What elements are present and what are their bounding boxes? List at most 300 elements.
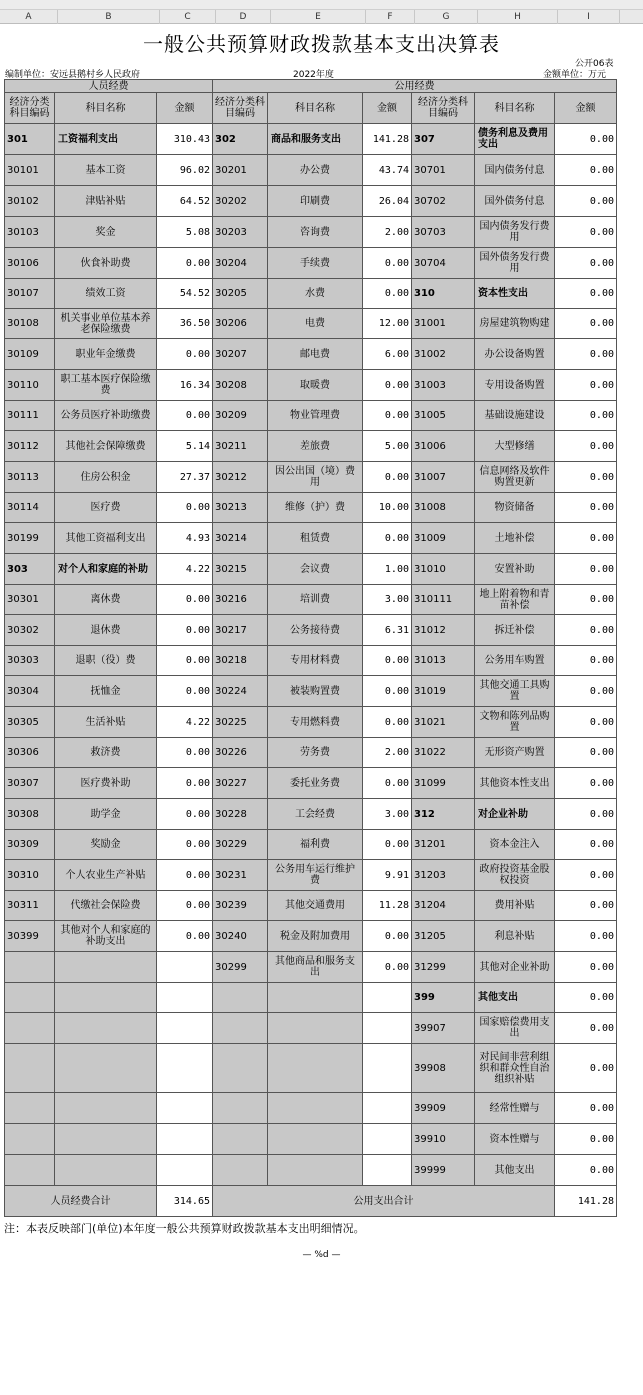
amount-cell: 0.00 (157, 768, 213, 799)
code-cell: 39908 (412, 1044, 475, 1093)
table-row (5, 155, 617, 186)
code-cell: 30228 (213, 799, 268, 830)
name-cell: 生活补贴 (55, 707, 157, 738)
code-cell: 30107 (5, 279, 55, 309)
table-row (5, 523, 617, 554)
name-cell: 其他资本性支出 (475, 768, 555, 799)
code-cell: 30231 (213, 860, 268, 891)
name-cell (55, 1155, 157, 1186)
amount-cell: 0.00 (555, 370, 617, 401)
amount-cell (363, 1155, 412, 1186)
code-cell: 31006 (412, 431, 475, 462)
code-cell: 31099 (412, 768, 475, 799)
code-cell: 30303 (5, 646, 55, 676)
table-row (5, 309, 617, 339)
code-cell: 30102 (5, 186, 55, 217)
name-cell: 医疗费补助 (55, 768, 157, 799)
amount-cell: 0.00 (555, 401, 617, 431)
code-cell: 30218 (213, 646, 268, 676)
table-row (5, 124, 617, 155)
table-row (5, 646, 617, 676)
amount-cell: 4.22 (157, 707, 213, 738)
amount-cell: 5.14 (157, 431, 213, 462)
code-cell (5, 1155, 55, 1186)
table-row (5, 983, 617, 1013)
amount-cell: 0.00 (363, 830, 412, 860)
amount-cell: 26.04 (363, 186, 412, 217)
amount-cell: 0.00 (157, 676, 213, 707)
name-cell: 无形资产购置 (475, 738, 555, 768)
amount-cell: 5.00 (363, 431, 412, 462)
name-cell: 其他对个人和家庭的补助支出 (55, 921, 157, 952)
amount-cell: 11.28 (363, 891, 412, 921)
name-cell: 物资储备 (475, 493, 555, 523)
name-cell: 安置补助 (475, 554, 555, 585)
amount-header: 金额 (363, 93, 412, 124)
amount-cell: 54.52 (157, 279, 213, 309)
code-cell: 30212 (213, 462, 268, 493)
amount-cell: 0.00 (157, 248, 213, 279)
name-cell: 医疗费 (55, 493, 157, 523)
table-row (5, 952, 617, 983)
code-cell: 30226 (213, 738, 268, 768)
code-cell: 30702 (412, 186, 475, 217)
column-letter-d[interactable]: D (216, 10, 271, 24)
name-cell: 办公费 (268, 155, 363, 186)
table-row (5, 921, 617, 952)
toolbar-strip (0, 0, 643, 10)
amount-cell: 16.34 (157, 370, 213, 401)
code-cell (5, 1044, 55, 1093)
name-cell: 税金及附加费用 (268, 921, 363, 952)
code-cell: 30701 (412, 155, 475, 186)
amount-cell: 0.00 (157, 860, 213, 891)
code-cell: 30229 (213, 830, 268, 860)
table-row (5, 585, 617, 615)
name-cell: 费用补贴 (475, 891, 555, 921)
amount-cell: 2.00 (363, 217, 412, 248)
name-cell: 奖励金 (55, 830, 157, 860)
amount-cell: 0.00 (363, 707, 412, 738)
name-cell: 奖金 (55, 217, 157, 248)
code-cell: 30199 (5, 523, 55, 554)
code-cell: 30113 (5, 462, 55, 493)
table-row (5, 279, 617, 309)
name-cell (55, 983, 157, 1013)
code-cell: 30106 (5, 248, 55, 279)
amount-cell (157, 952, 213, 983)
personnel-header: 人员经费 (5, 80, 213, 93)
code-cell: 30224 (213, 676, 268, 707)
amount-cell: 0.00 (555, 585, 617, 615)
amount-cell: 0.00 (555, 615, 617, 646)
amount-cell: 0.00 (555, 124, 617, 155)
amount-cell: 1.00 (363, 554, 412, 585)
table-row (5, 830, 617, 860)
code-cell (5, 1013, 55, 1044)
amount-cell: 0.00 (555, 952, 617, 983)
code-cell: 30310 (5, 860, 55, 891)
name-cell: 住房公积金 (55, 462, 157, 493)
code-cell: 302 (213, 124, 268, 155)
code-cell: 30399 (5, 921, 55, 952)
table-row (5, 370, 617, 401)
name-cell: 专用材料费 (268, 646, 363, 676)
amount-cell: 0.00 (555, 186, 617, 217)
org-label: 编制单位：安远县鹅村乡人民政府 (5, 70, 141, 80)
name-cell: 利息补贴 (475, 921, 555, 952)
code-cell: 31022 (412, 738, 475, 768)
amount-header: 金额 (555, 93, 617, 124)
name-cell: 绩效工资 (55, 279, 157, 309)
amount-cell: 12.00 (363, 309, 412, 339)
code-cell (5, 983, 55, 1013)
code-header: 经济分类科目编码 (412, 93, 475, 124)
name-cell: 其他社会保障缴费 (55, 431, 157, 462)
name-cell: 信息网络及软件购置更新 (475, 462, 555, 493)
name-cell (55, 952, 157, 983)
amount-cell: 0.00 (555, 1013, 617, 1044)
name-cell: 国外债务付息 (475, 186, 555, 217)
code-cell: 30202 (213, 186, 268, 217)
code-cell: 30207 (213, 339, 268, 370)
amount-cell (363, 983, 412, 1013)
amount-cell: 0.00 (157, 401, 213, 431)
year-label: 2022年度 (293, 70, 334, 80)
code-cell: 30703 (412, 217, 475, 248)
amount-cell: 0.00 (157, 493, 213, 523)
code-cell: 30103 (5, 217, 55, 248)
column-letter-e[interactable]: E (271, 10, 366, 24)
table-number: 公开06表 (575, 59, 614, 69)
code-cell: 30307 (5, 768, 55, 799)
amount-cell: 0.00 (157, 615, 213, 646)
code-cell: 30305 (5, 707, 55, 738)
code-cell: 39907 (412, 1013, 475, 1044)
name-cell: 退职（役）费 (55, 646, 157, 676)
code-cell: 31002 (412, 339, 475, 370)
name-cell: 培训费 (268, 585, 363, 615)
column-letter-i[interactable]: I (558, 10, 620, 24)
table-row (5, 1013, 617, 1044)
code-cell: 30302 (5, 615, 55, 646)
name-cell: 房屋建筑物购建 (475, 309, 555, 339)
code-cell: 31012 (412, 615, 475, 646)
table-row (5, 615, 617, 646)
name-cell: 伙食补助费 (55, 248, 157, 279)
name-cell: 工会经费 (268, 799, 363, 830)
table-row (5, 431, 617, 462)
amount-cell (363, 1044, 412, 1093)
code-cell: 310 (412, 279, 475, 309)
amount-cell: 0.00 (555, 462, 617, 493)
amount-cell: 0.00 (157, 921, 213, 952)
code-cell: 30108 (5, 309, 55, 339)
amount-cell: 0.00 (555, 279, 617, 309)
name-cell: 其他商品和服务支出 (268, 952, 363, 983)
amount-cell: 0.00 (363, 370, 412, 401)
amount-cell: 0.00 (555, 431, 617, 462)
name-cell: 助学金 (55, 799, 157, 830)
name-cell: 其他支出 (475, 1155, 555, 1186)
name-cell: 对个人和家庭的补助 (55, 554, 157, 585)
amount-cell: 0.00 (555, 860, 617, 891)
code-cell: 31203 (412, 860, 475, 891)
name-cell: 地上附着物和青苗补偿 (475, 585, 555, 615)
public-total-amount: 141.28 (555, 1186, 617, 1217)
amount-cell: 0.00 (555, 891, 617, 921)
column-letter-a[interactable]: A (0, 10, 58, 24)
table-row (5, 339, 617, 370)
code-cell (213, 1093, 268, 1124)
amount-cell: 0.00 (363, 248, 412, 279)
name-cell: 土地补偿 (475, 523, 555, 554)
amount-cell (363, 1093, 412, 1124)
code-cell: 30311 (5, 891, 55, 921)
amount-cell: 4.22 (157, 554, 213, 585)
name-cell: 其他交通工具购置 (475, 676, 555, 707)
name-cell: 其他对企业补助 (475, 952, 555, 983)
table-row (5, 891, 617, 921)
name-cell: 差旅费 (268, 431, 363, 462)
code-cell: 31009 (412, 523, 475, 554)
code-cell: 31299 (412, 952, 475, 983)
code-cell: 303 (5, 554, 55, 585)
amount-cell: 0.00 (555, 523, 617, 554)
page-title: 一般公共预算财政拨款基本支出决算表 (143, 32, 500, 56)
code-cell: 30225 (213, 707, 268, 738)
amount-cell: 0.00 (555, 554, 617, 585)
name-cell: 国内债务付息 (475, 155, 555, 186)
name-cell: 水费 (268, 279, 363, 309)
name-cell: 其他交通费用 (268, 891, 363, 921)
column-letter-b[interactable]: B (58, 10, 160, 24)
code-cell: 30306 (5, 738, 55, 768)
name-cell: 专用燃料费 (268, 707, 363, 738)
amount-cell: 0.00 (555, 830, 617, 860)
amount-cell: 0.00 (555, 1124, 617, 1155)
amount-cell: 27.37 (157, 462, 213, 493)
amount-cell: 0.00 (363, 676, 412, 707)
name-cell: 资本性赠与 (475, 1124, 555, 1155)
table-row (5, 248, 617, 279)
amount-cell (157, 1155, 213, 1186)
amount-cell: 0.00 (363, 462, 412, 493)
code-header: 经济分类科目编码 (5, 93, 55, 124)
name-cell: 公务员医疗补助缴费 (55, 401, 157, 431)
amount-cell: 0.00 (555, 921, 617, 952)
expenditure-table (4, 79, 617, 1217)
code-cell: 30109 (5, 339, 55, 370)
name-cell: 被装购置费 (268, 676, 363, 707)
code-cell: 30213 (213, 493, 268, 523)
table-note: 注：本表反映部门(单位)本年度一般公共预算财政拨款基本支出明细情况。 (4, 1222, 365, 1235)
table-row (5, 707, 617, 738)
name-cell: 公务用车运行维护费 (268, 860, 363, 891)
code-cell: 30112 (5, 431, 55, 462)
code-cell: 30209 (213, 401, 268, 431)
name-cell: 手续费 (268, 248, 363, 279)
amount-cell: 310.43 (157, 124, 213, 155)
name-cell (55, 1124, 157, 1155)
name-cell: 因公出国（境）费用 (268, 462, 363, 493)
table-row (5, 738, 617, 768)
name-cell: 印刷费 (268, 186, 363, 217)
name-cell: 公务用车购置 (475, 646, 555, 676)
code-cell: 31013 (412, 646, 475, 676)
name-cell: 租赁费 (268, 523, 363, 554)
amount-cell: 0.00 (157, 891, 213, 921)
name-cell: 资本性支出 (475, 279, 555, 309)
name-cell: 公务接待费 (268, 615, 363, 646)
amount-cell: 0.00 (555, 1044, 617, 1093)
table-row (5, 217, 617, 248)
name-cell (268, 1155, 363, 1186)
code-cell: 30211 (213, 431, 268, 462)
table-row (5, 860, 617, 891)
name-cell (268, 1093, 363, 1124)
amount-cell: 64.52 (157, 186, 213, 217)
code-cell (5, 952, 55, 983)
name-cell: 国外债务发行费用 (475, 248, 555, 279)
table-row (5, 554, 617, 585)
amount-cell: 0.00 (363, 523, 412, 554)
amount-cell: 0.00 (157, 339, 213, 370)
code-cell: 30111 (5, 401, 55, 431)
amount-cell: 0.00 (555, 799, 617, 830)
name-cell: 办公设备购置 (475, 339, 555, 370)
amount-cell: 141.28 (363, 124, 412, 155)
personnel-total-label: 人员经费合计 (5, 1186, 157, 1217)
code-cell: 31003 (412, 370, 475, 401)
unit-label: 金额单位：万元 (543, 70, 607, 80)
name-header: 科目名称 (55, 93, 157, 124)
code-cell: 301 (5, 124, 55, 155)
table-row (5, 799, 617, 830)
amount-cell: 0.00 (555, 983, 617, 1013)
amount-cell: 0.00 (555, 309, 617, 339)
name-cell: 国内债务发行费用 (475, 217, 555, 248)
name-cell: 福利费 (268, 830, 363, 860)
code-cell: 30201 (213, 155, 268, 186)
amount-cell (157, 1093, 213, 1124)
amount-cell: 0.00 (363, 646, 412, 676)
amount-cell: 3.00 (363, 799, 412, 830)
amount-cell: 0.00 (157, 646, 213, 676)
amount-cell: 6.00 (363, 339, 412, 370)
name-cell: 大型修缮 (475, 431, 555, 462)
name-cell: 物业管理费 (268, 401, 363, 431)
public-total-label: 公用支出合计 (213, 1186, 555, 1217)
name-cell: 工资福利支出 (55, 124, 157, 155)
table-row (5, 401, 617, 431)
name-cell: 文物和陈列品购置 (475, 707, 555, 738)
amount-cell (363, 1124, 412, 1155)
code-cell: 31204 (412, 891, 475, 921)
public-header: 公用经费 (213, 80, 617, 93)
name-cell: 代缴社会保险费 (55, 891, 157, 921)
amount-cell: 0.00 (157, 830, 213, 860)
amount-cell: 4.93 (157, 523, 213, 554)
amount-cell: 6.31 (363, 615, 412, 646)
code-cell: 30206 (213, 309, 268, 339)
code-cell: 31010 (412, 554, 475, 585)
code-cell (213, 983, 268, 1013)
code-cell: 30299 (213, 952, 268, 983)
code-cell: 30301 (5, 585, 55, 615)
column-letter-h[interactable]: H (478, 10, 558, 24)
table-row (5, 493, 617, 523)
code-cell: 31021 (412, 707, 475, 738)
name-cell: 委托业务费 (268, 768, 363, 799)
amount-cell: 0.00 (555, 339, 617, 370)
name-cell: 机关事业单位基本养老保险缴费 (55, 309, 157, 339)
column-letter-c[interactable]: C (160, 10, 216, 24)
amount-cell: 0.00 (363, 952, 412, 983)
column-letter-g[interactable]: G (415, 10, 478, 24)
name-cell (268, 1044, 363, 1093)
code-cell (213, 1044, 268, 1093)
name-cell: 商品和服务支出 (268, 124, 363, 155)
name-cell: 经常性赠与 (475, 1093, 555, 1124)
name-cell: 取暖费 (268, 370, 363, 401)
page-marker: — %d — (302, 1250, 341, 1260)
amount-cell: 0.00 (363, 768, 412, 799)
amount-cell: 0.00 (363, 921, 412, 952)
name-cell: 津贴补贴 (55, 186, 157, 217)
column-letter-f[interactable]: F (366, 10, 415, 24)
amount-cell: 43.74 (363, 155, 412, 186)
table-row (5, 1044, 617, 1093)
table-row (5, 462, 617, 493)
amount-cell: 9.91 (363, 860, 412, 891)
name-cell (268, 1013, 363, 1044)
amount-cell: 96.02 (157, 155, 213, 186)
amount-cell: 0.00 (555, 738, 617, 768)
name-cell: 债务利息及费用支出 (475, 124, 555, 155)
name-cell: 退休费 (55, 615, 157, 646)
code-cell: 310111 (412, 585, 475, 615)
name-cell: 基础设施建设 (475, 401, 555, 431)
name-cell: 专用设备购置 (475, 370, 555, 401)
code-cell: 31005 (412, 401, 475, 431)
name-cell (55, 1093, 157, 1124)
code-cell: 30205 (213, 279, 268, 309)
name-cell: 其他支出 (475, 983, 555, 1013)
name-cell: 政府投资基金股权投资 (475, 860, 555, 891)
amount-cell: 0.00 (555, 676, 617, 707)
name-cell (268, 983, 363, 1013)
amount-cell: 0.00 (363, 279, 412, 309)
name-cell: 邮电费 (268, 339, 363, 370)
code-cell: 30227 (213, 768, 268, 799)
amount-cell: 0.00 (555, 707, 617, 738)
code-cell: 30110 (5, 370, 55, 401)
name-cell: 基本工资 (55, 155, 157, 186)
name-cell: 拆迁补偿 (475, 615, 555, 646)
code-cell: 30304 (5, 676, 55, 707)
code-cell: 39909 (412, 1093, 475, 1124)
code-cell (5, 1124, 55, 1155)
amount-cell: 0.00 (555, 1155, 617, 1186)
amount-cell (363, 1013, 412, 1044)
name-cell: 咨询费 (268, 217, 363, 248)
code-cell: 31008 (412, 493, 475, 523)
table-row (5, 1093, 617, 1124)
amount-header: 金额 (157, 93, 213, 124)
code-cell: 30214 (213, 523, 268, 554)
amount-cell: 0.00 (555, 646, 617, 676)
